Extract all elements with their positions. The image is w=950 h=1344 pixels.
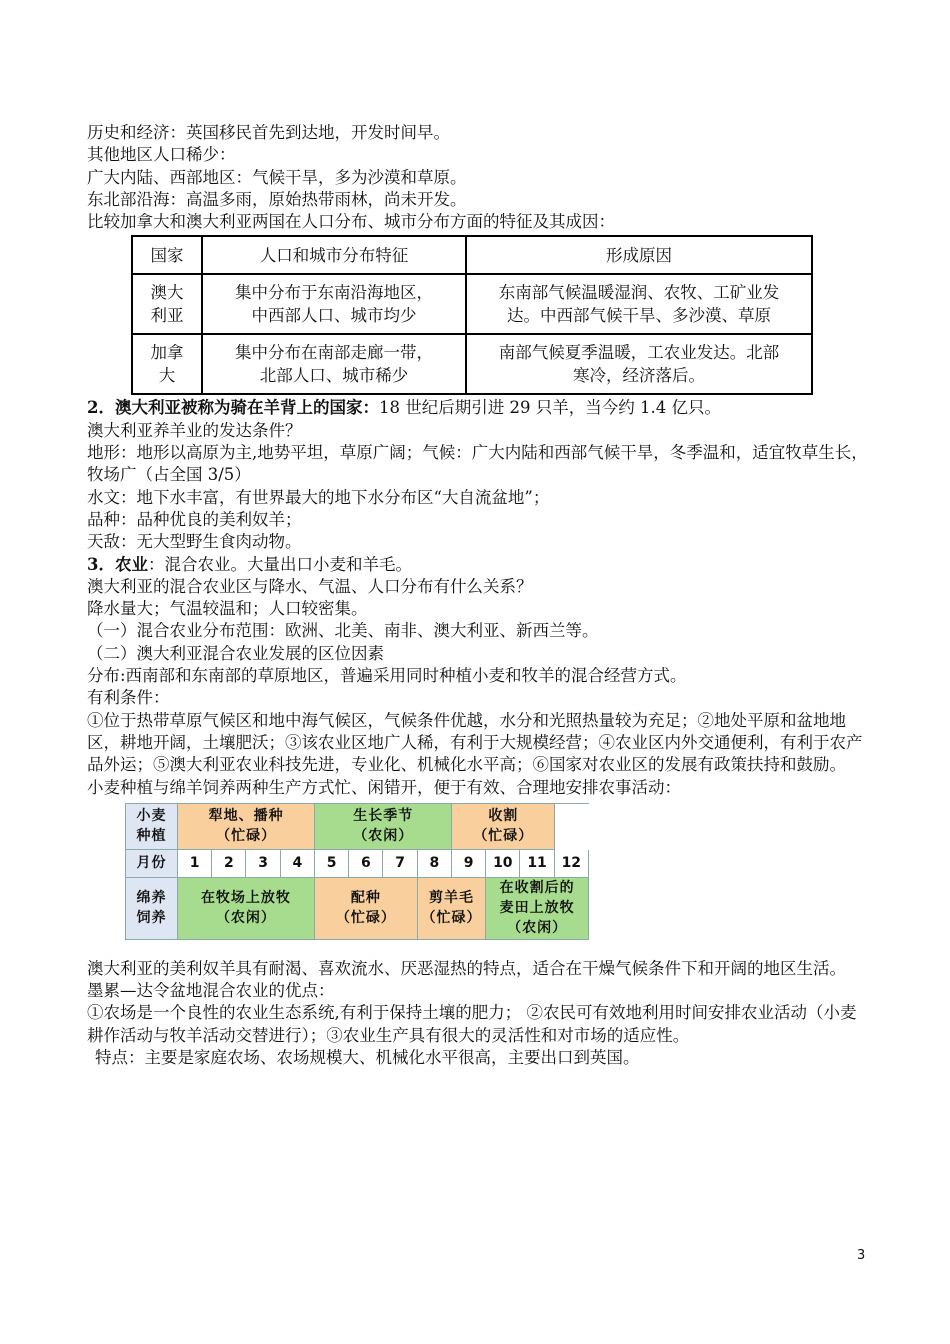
text-line: 小麦种植与绵羊饲养两种生产方式忙、闲错开，便于有效、合理地安排农事活动： [87,777,681,797]
text-line: 墨累—达令盆地混合农业的优点： [87,981,335,1001]
month-cell: 4 [281,850,315,878]
table-cell: 澳大 利亚 [132,274,202,334]
phase-cell: 生长季节 （农闲） [315,804,452,850]
month-cell: 3 [246,850,280,878]
table-row [132,274,812,334]
month-cell: 10 [486,850,520,878]
table-header: 人口和城市分布特征 [202,236,466,274]
table-header: 形成原因 [466,236,812,274]
month-cell: 11 [520,850,554,878]
row-label-sheep: 绵养 饲养 [126,878,178,940]
month-cell: 9 [452,850,486,878]
month-cell: 5 [315,850,349,878]
month-cell: 1 [178,850,212,878]
text-line: 分布:西南部和东南部的草原地区，普遍采用同时种植小麦和牧羊的混合经营方式。 [87,666,687,686]
month-cell: 7 [383,850,417,878]
text-line: 水文：地下水丰富，有世界最大的地下水分布区“大自流盆地”； [87,487,550,507]
month-cell: 6 [349,850,383,878]
text-line: 历史和经济：英国移民首先到达地，开发时间早。 [87,123,450,142]
table-cell: 集中分布在南部走廊一带， 北部人口、城市稀少 [202,334,466,394]
text-line: 广大内陆、西部地区：气候干旱，多为沙漠和草原。 [87,167,467,187]
month-cell: 12 [555,850,589,878]
section-heading: 3．农业：混合农业。大量出口小麦和羊毛。 [87,554,412,574]
document-page [87,122,872,1069]
month-cell: 8 [418,850,452,878]
text-line: （一）混合农业分布范围：欧洲、北美、南非、澳大利亚、新西兰等。 [87,621,599,641]
table-cell: 东南部气候温暖湿润、农牧、工矿业发 达。中西部气候干旱、多沙漠、草原 [466,274,812,334]
row-label-month: 月份 [126,850,178,878]
text-line: 澳大利亚的混合农业区与降水、气温、人口分布有什么关系？ [87,576,533,596]
row-label-wheat: 小麦 种植 [126,804,178,850]
text-line: 东北部沿海：高温多雨，原始热带雨林，尚未开发。 [87,189,467,209]
text-line: 降水量大；气温较温和；人口较密集。 [87,599,368,619]
table-cell: 加拿 大 [132,334,202,394]
text-paragraph: ①位于热带草原气候区和地中海气候区，气候条件优越，水分和光照热量较为充足；②地处平原和盆地地区，耕地开阔，土壤肥沃；③该农业区地广人稀，有利于大规模经营；④农业区内外交通便利，有利于农产品外运；⑤澳大利亚农业科技先进，专业化、机械化水平高；⑥国家对农业区的发展有政策扶持和鼓励。 [87,710,863,775]
text-line: 特点：主要是家庭农场、农场规模大、机械化水平很高，主要出口到英国。 [95,1048,640,1068]
text-paragraph: 澳大利亚的美利奴羊具有耐渴、喜欢流水、厌恶湿热的特点，适合在干燥气候条件下和开阔的地区生活。 [87,958,846,978]
table-header: 国家 [132,236,202,274]
month-cell: 2 [212,850,246,878]
text-paragraph: ①农场是一个良性的农业生态系统,有利于保持土壤的肥力； ②农民可有效地利用时间安排农业活动（小麦耕作活动与牧羊活动交替进行）；③农业生产具有很大的灵活性和对市场的适应性。 [87,1003,857,1045]
section-heading: 2．澳大利亚被称为骑在羊背上的国家：18 世纪后期引进 29 只羊，当今约 1.4 亿只。 [87,398,721,418]
text-line: 天敌：无大型野生食肉动物。 [87,532,302,552]
text-line: 其他地区人口稀少： [87,145,236,165]
text-line: 比较加拿大和澳大利亚两国在人口分布、城市分布方面的特征及其成因： [87,212,615,232]
phase-cell: 在牧场上放牧 （农闲） [178,878,315,940]
farming-schedule-table [125,803,589,940]
text-line: （二）澳大利亚混合农业发展的区位因素 [87,643,384,663]
text-line: 品种：品种优良的美利奴羊； [87,509,302,529]
phase-cell: 收割 （忙碌） [452,804,555,850]
page-number: 3 [857,1248,866,1263]
table-row [132,334,812,394]
phase-cell: 剪羊毛 （忙碌） [418,878,487,940]
text-line: 澳大利亚养羊业的发达条件？ [87,420,302,440]
table-cell: 南部气候夏季温暖，工农业发达。北部 寒冷，经济落后。 [466,334,812,394]
text-paragraph: 地形：地形以高原为主,地势平坦，草原广阔；气候：广大内陆和西部气候干旱，冬季温和，适宜牧草生长，牧场广（占全国 3/5） [87,443,868,485]
phase-cell: 配种 （忙碌） [315,878,418,940]
phase-cell: 犁地、播种 （忙碌） [178,804,315,850]
comparison-table [131,235,813,395]
table-cell: 集中分布于东南沿海地区， 中西部人口、城市均少 [202,274,466,334]
text-line: 有利条件： [87,688,170,708]
phase-cell: 在收割后的 麦田上放牧 （农闲） [486,878,589,940]
